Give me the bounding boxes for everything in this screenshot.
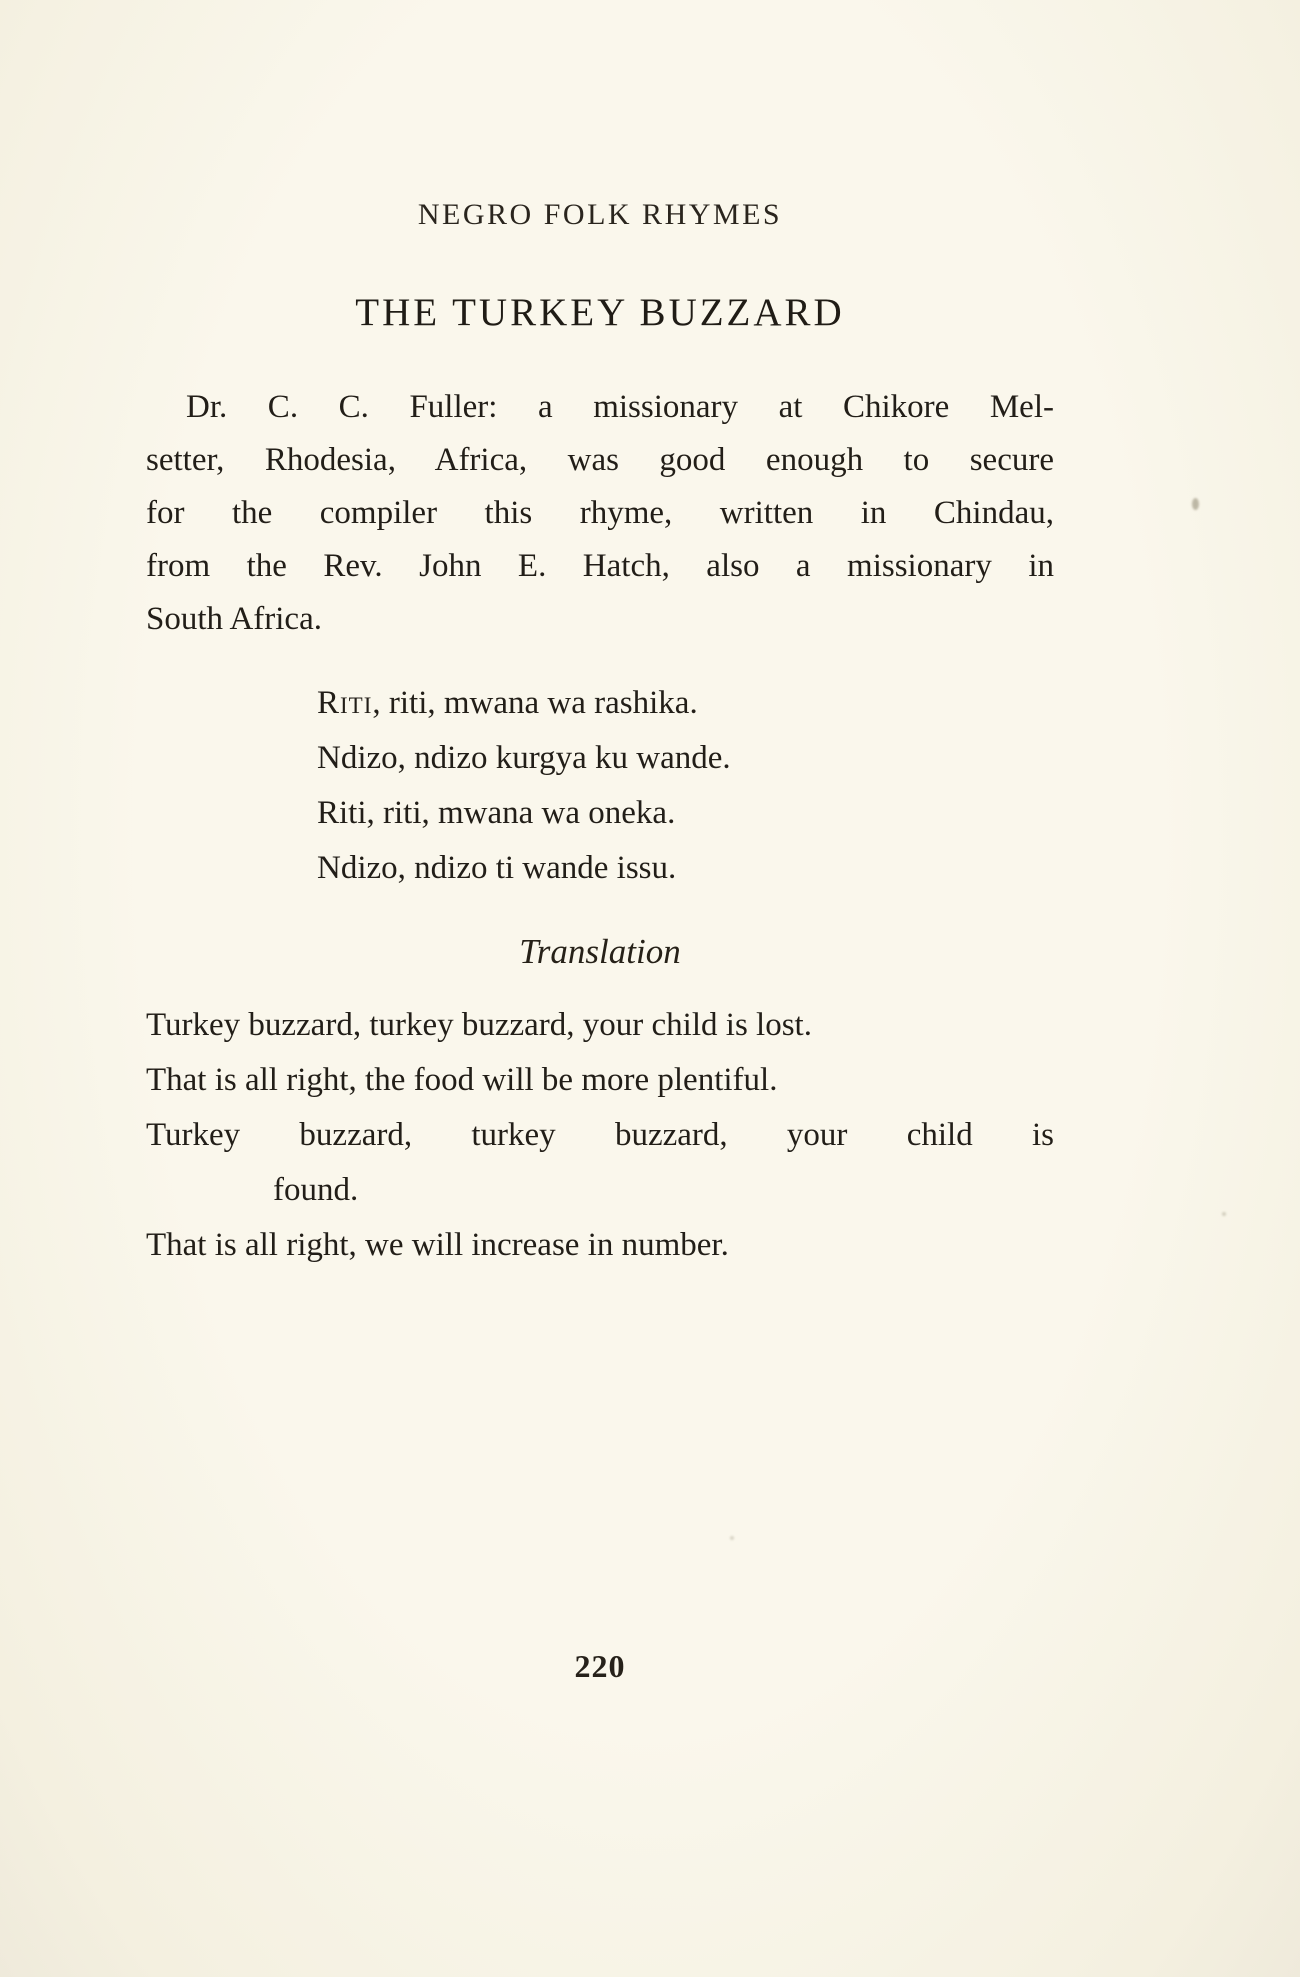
verse-line-rest: , riti, mwana wa rashika. [372, 685, 698, 721]
intro-line: South Africa. [146, 601, 322, 637]
intro-line: from the Rev. John E. Hatch, also a missionary in [146, 548, 1054, 584]
intro-line: setter, Rhodesia, Africa, was good enough to secure [146, 442, 1054, 478]
intro-paragraph [146, 381, 1054, 646]
intro-line: Dr. C. C. Fuller: a missionary at Chikore Mel- [186, 389, 1054, 425]
translation-line: That is all right, the food will be more plentiful. [146, 1062, 778, 1098]
text-block [146, 0, 1054, 1273]
verse-line: Riti, riti, mwana wa oneka. [317, 795, 676, 831]
scan-speck [730, 1536, 734, 1540]
page-number: 220 [574, 1648, 626, 1684]
translation-heading: Translation [519, 932, 681, 971]
translation-line: Turkey buzzard, turkey buzzard, your child is [146, 1117, 1054, 1153]
verse-line: Ndizo, ndizo kurgya ku wande. [317, 740, 731, 776]
verse-line [317, 676, 1054, 731]
verse-line: Ndizo, ndizo ti wande issu. [317, 850, 677, 886]
running-header: NEGRO FOLK RHYMES [417, 198, 783, 231]
translation-line: That is all right, we will increase in number. [146, 1227, 729, 1263]
translation-line-continuation: found. [273, 1172, 359, 1208]
translation-line: Turkey buzzard, turkey buzzard, your child is lost. [146, 1007, 812, 1043]
translation-block [146, 998, 1054, 1273]
intro-line: for the compiler this rhyme, written in Chindau, [146, 495, 1054, 531]
verse-block [317, 676, 1054, 896]
scan-speck [1222, 1212, 1226, 1216]
verse-lead-word: Riti [317, 685, 373, 721]
scan-speck [1192, 498, 1199, 510]
page-title: THE TURKEY BUZZARD [355, 291, 845, 334]
